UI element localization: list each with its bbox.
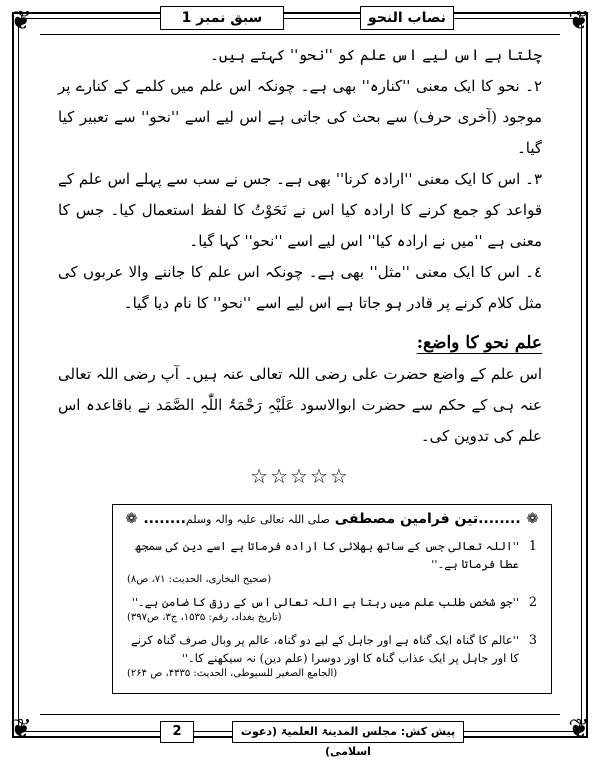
box-title <box>113 511 551 527</box>
star-divider: ☆☆☆☆☆ <box>250 464 350 488</box>
box-title-text: تین فرامین مصطفی <box>334 511 479 527</box>
publisher-label: پیش کش: مجلس المدینۃ العلمیۃ (دعوت اسلامی) <box>232 721 464 743</box>
item-content <box>127 631 519 681</box>
page-number: 2 <box>160 721 194 743</box>
list-item <box>127 537 537 587</box>
book-title: نصاب النحو <box>360 6 454 30</box>
paragraph: ۳۔ اس کا ایک معنی ''ارادہ کرنا'' بھی ہے۔ جس نے سب سے پہلے اس علم کے قواعد کو جمع کرنے کا ارادہ کیا اس نے نَحَوْتُ کا لفظ استعمال کیا۔ جس کا معنی ہے ''میں نے ارادہ کیا'' اس لیے اسے ''نحو'' کہا گیا۔ <box>58 170 542 250</box>
paragraph: چلتا ہے اس لیے اس علم کو ''نحو'' کہتے ہیں۔ <box>210 46 542 64</box>
item-reference: (صحیح البخاری، الحدیث: ۷۱، ص۸) <box>127 574 272 585</box>
box-body <box>127 537 537 687</box>
footer-rule <box>40 714 560 715</box>
title-dots: ........ <box>478 511 521 527</box>
paragraph: ٤۔ اس کا ایک معنی ''مثل'' بھی ہے۔ چونکہ اس علم کا جاننے والا عربوں کی مثل کلام کرنے پر قادر ہو جاتا ہے اس لیے اسے ''نحو'' کا نام دیا گیا۔ <box>58 263 542 312</box>
item-number: 3 <box>528 633 537 648</box>
header-rule <box>40 34 560 35</box>
item-number: 1 <box>528 539 537 554</box>
hadith-box <box>112 504 552 694</box>
item-reference: (الجامع الصغیر للسیوطی، الحدیث: ۴۳۳۵، ص ۲۶۴) <box>127 668 338 679</box>
corner-ornament-icon: ❦ <box>10 6 32 36</box>
title-dots: ........ <box>143 511 186 527</box>
list-item <box>127 631 537 681</box>
item-text: ''اللہ تعالی جس کے ساتھ بھلائی کا ارادہ فرماتا ہے اسے دین کی سمجھ عطا فرماتا ہے۔'' <box>134 539 519 571</box>
item-content <box>127 537 519 587</box>
section-heading: علم نحو کا واضع: <box>416 333 542 353</box>
box-title-suffix: صلی اللہ تعالی علیہ والہ وسلم <box>185 513 330 526</box>
corner-ornament-icon: ❦ <box>10 714 32 744</box>
flower-ornament-icon: ❁ <box>125 511 138 527</box>
item-content <box>127 593 519 625</box>
section-paragraph: اس علم کے واضع حضرت علی رضی اللہ تعالی عنہ ہیں۔ آپ رضی اللہ تعالی عنہ ہی کے حکم سے حضرت ابوالاسود عَلَیْہِ رَحْمَۃُ اللّٰہِ الصَّمَد نے باقاعدہ اس علم کی تدوین کی۔ <box>58 365 542 445</box>
flower-ornament-icon: ❁ <box>526 511 539 527</box>
item-text: ''جو شخص طلب علم میں رہتا ہے اللہ تعالی اس کے رزق کا ضامن ہے۔'' <box>131 595 519 609</box>
item-number: 2 <box>528 595 537 610</box>
paragraph: ۲۔ نحو کا ایک معنی ''کنارہ'' بھی ہے۔ چونکہ اس علم میں کلمے کے کنارے پر موجود (آخری حرف) سے بحث کی جاتی ہے اس لیے اسے ''نحو'' سے تعبیر کیا گیا۔ <box>58 77 542 157</box>
lesson-label: سبق نمبر 1 <box>160 6 284 30</box>
item-text: ''عالم کا گناہ ایک گناہ ہے اور جاہل کے لیے دو گناہ، عالم پر وبال صرف گناہ کرنے کا اور جاہل پر ایک عذاب گناہ کا اور دوسرا (علم دین) نہ سیکھنے کا۔'' <box>130 633 519 665</box>
corner-ornament-icon: ❦ <box>568 714 590 744</box>
list-item <box>127 593 537 625</box>
item-reference: (تاریخ بغداد، رقم: ۱۵۳۵، ج۳، ص۳۹۷) <box>127 612 282 623</box>
corner-ornament-icon: ❦ <box>568 6 590 36</box>
main-content <box>58 40 542 488</box>
